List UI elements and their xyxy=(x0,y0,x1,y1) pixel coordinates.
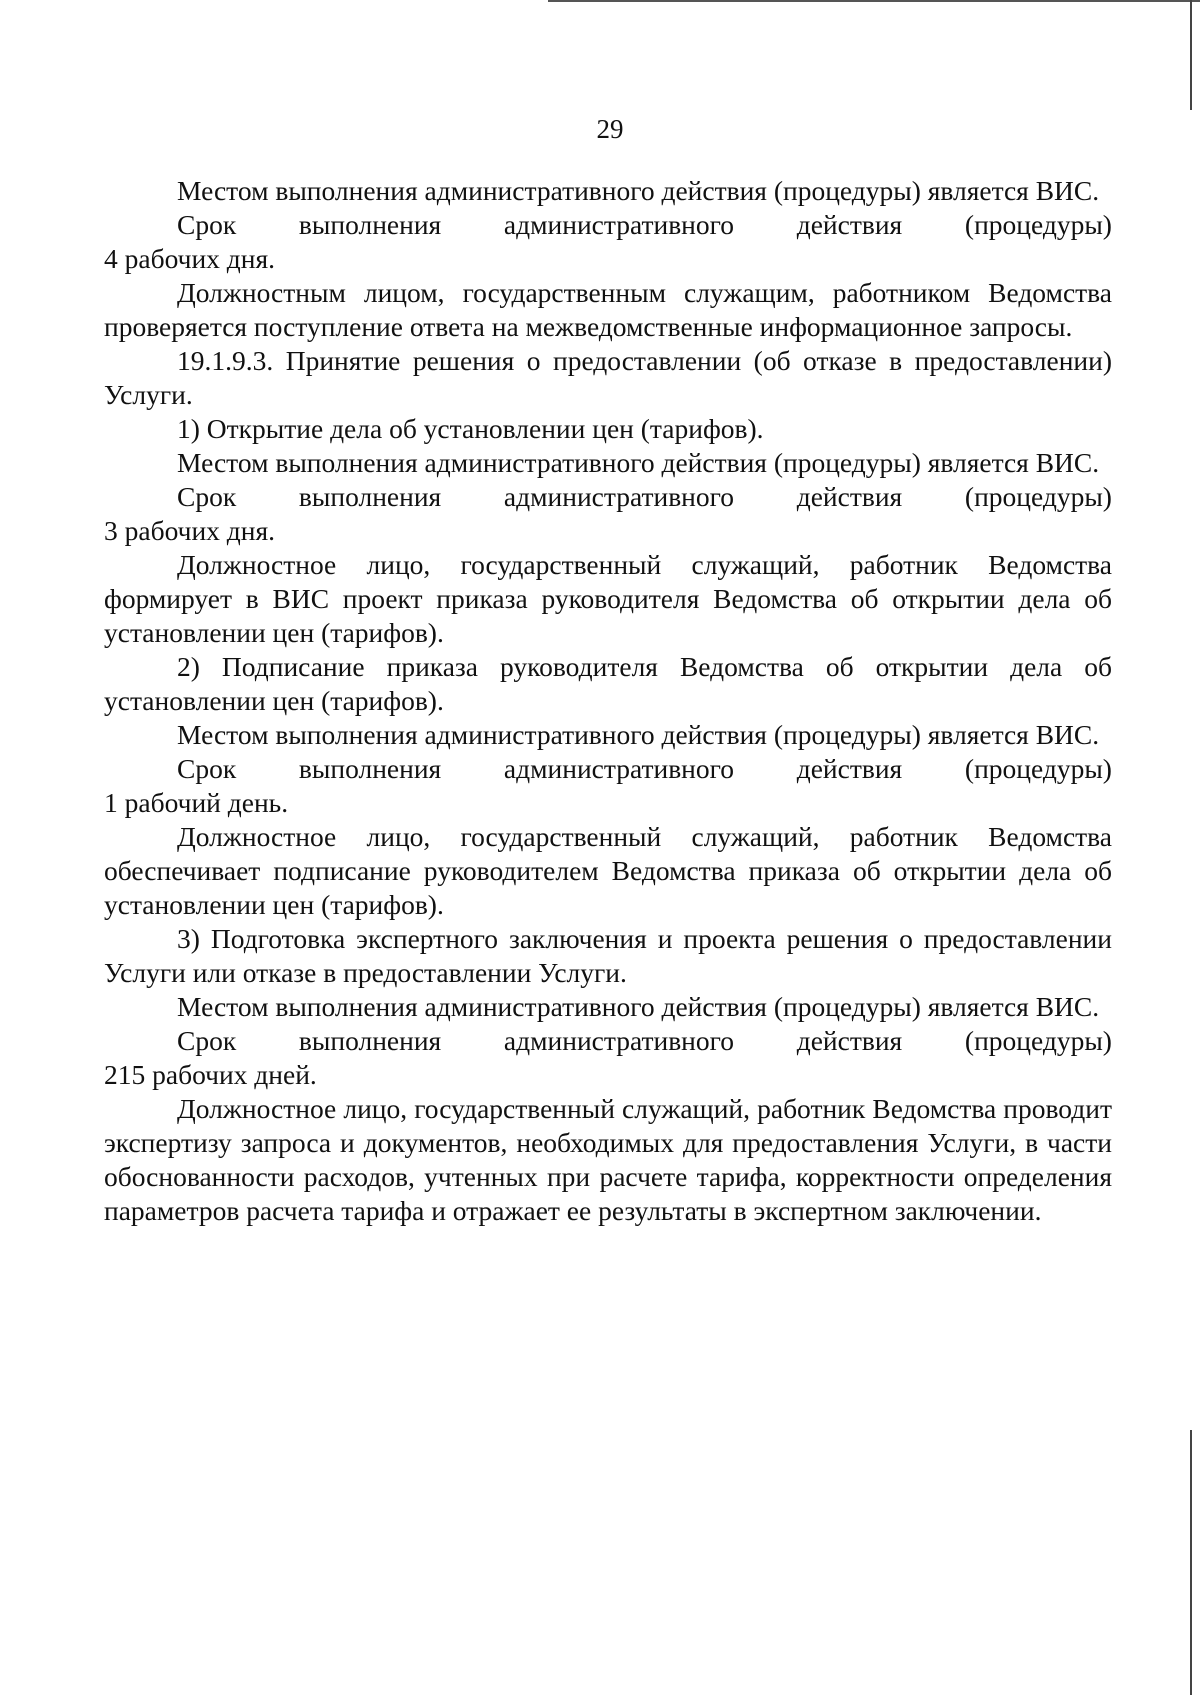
paragraph: 2) Подписание приказа руководителя Ведомства об открытии дела об установлении цен (тарифов). xyxy=(104,651,1112,716)
deadline-word: действия xyxy=(796,753,903,784)
paragraph: Местом выполнения административного действия (процедуры) является ВИС. xyxy=(177,447,1100,478)
deadline-word: (процедуры) xyxy=(964,753,1112,784)
paragraph: Местом выполнения административного действия (процедуры) является ВИС. xyxy=(177,991,1100,1022)
deadline-word: (процедуры) xyxy=(964,1025,1112,1056)
deadline-word: выполнения xyxy=(298,481,442,512)
deadline-paragraph xyxy=(104,480,1112,548)
deadline-value: 3 рабочих дня. xyxy=(104,515,276,546)
paragraph: Местом выполнения административного действия (процедуры) является ВИС. xyxy=(177,175,1100,206)
paragraph: Должностное лицо, государственный служащий, работник Ведомства проводит экспертизу запроса и документов, необходимых для предоставления Услуги, в части обоснованности расходов, учтенных при расчете тарифа, корректности определения параметров расчета тарифа и отражает ее результаты в экспертном заключении. xyxy=(104,1093,1112,1226)
deadline-word: Срок xyxy=(177,209,237,240)
scan-edge-line xyxy=(548,0,1200,2)
paragraph: 3) Подготовка экспертного заключения и проекта решения о предоставлении Услуги или отказе в предоставлении Услуги. xyxy=(104,923,1112,988)
deadline-word: выполнения xyxy=(298,209,442,240)
deadline-paragraph xyxy=(104,1024,1112,1092)
paragraph: 19.1.9.3. Принятие решения о предоставлении (об отказе в предоставлении) Услуги. xyxy=(104,345,1112,410)
paragraph: Должностным лицом, государственным служащим, работником Ведомства проверяется поступление ответа на межведомственные информационное запросы. xyxy=(104,277,1112,342)
deadline-word: (процедуры) xyxy=(964,209,1112,240)
deadline-word: выполнения xyxy=(298,753,442,784)
deadline-word: Срок xyxy=(177,753,237,784)
deadline-word: выполнения xyxy=(298,1025,442,1056)
deadline-word: административного xyxy=(503,481,734,512)
deadline-word: (процедуры) xyxy=(964,481,1112,512)
deadline-word: административного xyxy=(503,1025,734,1056)
paragraph: Должностное лицо, государственный служащий, работник Ведомства обеспечивает подписание руководителем Ведомства приказа об открытии дела об установлении цен (тарифов). xyxy=(104,821,1112,920)
paragraph: 1) Открытие дела об установлении цен (тарифов). xyxy=(177,413,764,444)
deadline-word: Срок xyxy=(177,481,237,512)
deadline-word: действия xyxy=(796,1025,903,1056)
deadline-value: 215 рабочих дней. xyxy=(104,1059,317,1090)
scan-edge-line xyxy=(1190,1430,1192,1695)
page-number: 29 xyxy=(596,114,624,144)
deadline-paragraph xyxy=(104,752,1112,820)
document-body xyxy=(104,174,1112,1228)
deadline-paragraph xyxy=(104,208,1112,276)
deadline-word: Срок xyxy=(177,1025,237,1056)
deadline-word: административного xyxy=(503,209,734,240)
deadline-word: действия xyxy=(796,209,903,240)
deadline-word: административного xyxy=(503,753,734,784)
deadline-value: 4 рабочих дня. xyxy=(104,243,276,274)
paragraph: Местом выполнения административного действия (процедуры) является ВИС. xyxy=(177,719,1100,750)
deadline-value: 1 рабочий день. xyxy=(104,787,289,818)
paragraph: Должностное лицо, государственный служащий, работник Ведомства формирует в ВИС проект приказа руководителя Ведомства об открытии дела об установлении цен (тарифов). xyxy=(104,549,1112,648)
deadline-word: действия xyxy=(796,481,903,512)
scan-edge-line xyxy=(1190,0,1192,110)
